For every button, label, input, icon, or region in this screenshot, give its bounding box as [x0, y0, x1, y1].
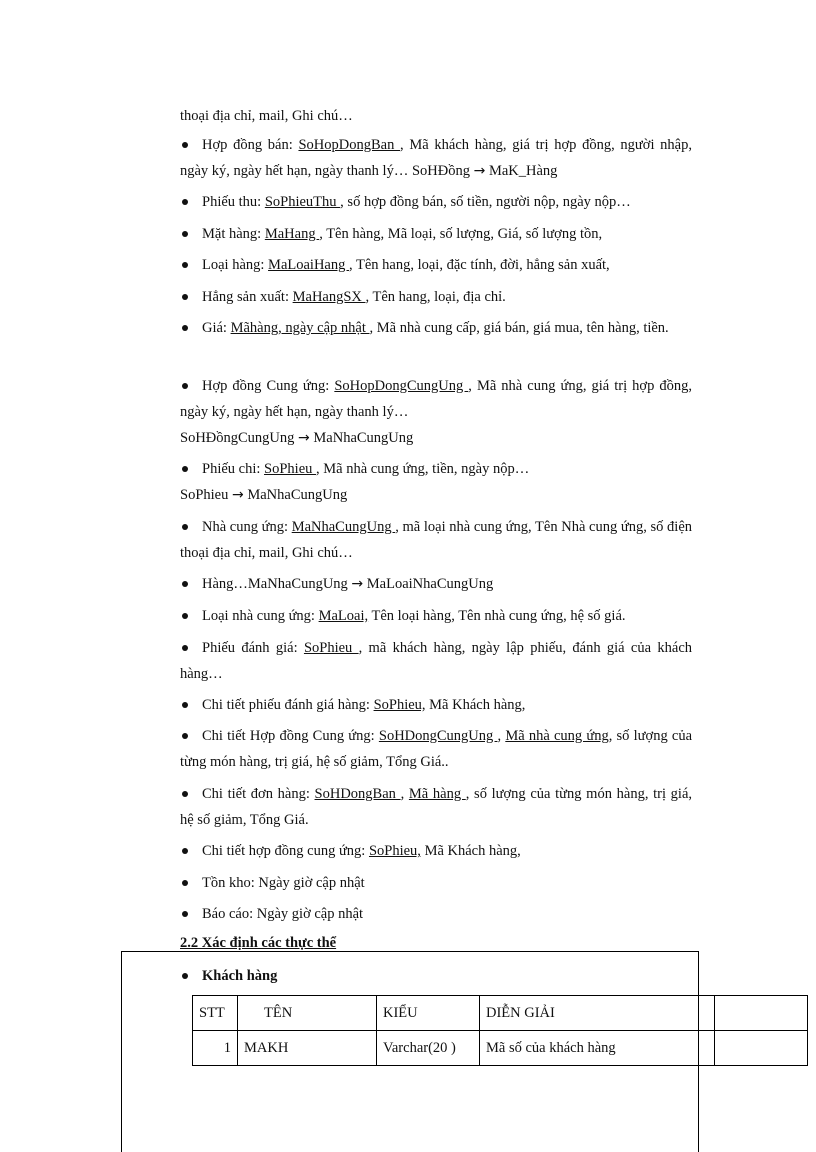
- arrow-right-icon: →: [473, 163, 486, 179]
- table-header-cell: KIỂU: [377, 996, 480, 1031]
- table-extra-cell: [715, 1031, 808, 1066]
- item-chi-tiet-phieu-danh-gia: Chi tiết phiếu đánh giá hàng: SoPhieu, Mã Khách hàng,: [180, 692, 692, 718]
- item-chi-tiet-hop-dong-cung-ung: Chi tiết Hợp đồng Cung ứng: SoHDongCungUng , Mã nhà cung ứng, số lượng của từng món hàng, trị giá, hệ số giảm, Tổng Giá..: [180, 728, 693, 770]
- item-mat-hang: Mặt hàng: MaHang , Tên hàng, Mã loại, số lượng, Giá, số lượng tồn,: [180, 221, 692, 247]
- item-hop-dong-cung-ung: Hợp đồng Cung ứng: SoHopDongCungUng , Mã nhà cung ứng, giá trị hợp đồng, ngày ký, ngày hết hạn, ngày thanh lý…: [180, 378, 693, 420]
- bullet-icon: [182, 911, 188, 917]
- bullet-icon: [182, 262, 188, 268]
- bullet-icon: [182, 294, 188, 300]
- bullet-icon: [182, 791, 188, 797]
- arrow-right-icon: →: [231, 487, 244, 503]
- item-nha-cung-ung: Nhà cung ứng: MaNhaCungUng , mã loại nhà cung ứng, Tên Nhà cung ứng, số điện thoại địa chỉ, mail, Ghi chú…: [180, 519, 692, 561]
- table-cell: MAKH: [238, 1031, 377, 1066]
- line-contact-tail: thoại địa chỉ, mail, Ghi chú…: [180, 108, 353, 124]
- bullet-icon: [182, 733, 188, 739]
- bullet-icon: [182, 231, 188, 237]
- bullet-icon: [182, 383, 188, 389]
- item-loai-nha-cung-ung: Loại nhà cung ứng: MaLoai, Tên loại hàng, Tên nhà cung ứng, hệ số giá.: [180, 603, 692, 629]
- bullet-icon: [182, 645, 188, 651]
- item-loai-hang: Loại hàng: MaLoaiHang , Tên hang, loại, đặc tính, đời, hẳng sản xuất,: [180, 252, 692, 278]
- table-row: [193, 1031, 808, 1066]
- bullet-icon: [182, 325, 188, 331]
- bullet-icon: [182, 613, 188, 619]
- table-cell: Mã số của khách hàng: [480, 1031, 715, 1066]
- bullet-icon: [182, 848, 188, 854]
- bullet-icon: [182, 466, 188, 472]
- table-header-cell: STT: [193, 996, 238, 1031]
- bullet-icon: [182, 199, 188, 205]
- item-hang-san-xuat: Hẳng sản xuất: MaHangSX , Tên hang, loại, địa chỉ.: [180, 284, 692, 310]
- item-bao-cao: Báo cáo: Ngày giờ cập nhật: [180, 901, 692, 927]
- bullet-icon: [182, 581, 188, 587]
- item-phieu-chi: Phiếu chi: SoPhieu , Mã nhà cung ứng, tiền, ngày nộp…: [180, 456, 692, 482]
- line-hop-dong-cung-ung-key: SoHĐồngCungUng → MaNhaCungUng: [180, 430, 414, 446]
- item-chi-tiet-hop-dong-cung-ung-2: Chi tiết hợp đồng cung ứng: SoPhieu, Mã Khách hàng,: [180, 838, 692, 864]
- item-gia: Giá: Mãhàng, ngày cập nhật , Mã nhà cung cấp, giá bán, giá mua, tên hàng, tiền.: [180, 315, 692, 341]
- item-ton-kho: Tồn kho: Ngày giờ cập nhật: [180, 870, 692, 896]
- table-cell: 1: [193, 1031, 238, 1066]
- arrow-right-icon: →: [351, 576, 364, 592]
- table-extra-cell: [715, 996, 808, 1031]
- bullet-icon: [182, 702, 188, 708]
- bullet-icon: [182, 142, 188, 148]
- table-header-cell: DIỄN GIẢI: [480, 996, 715, 1031]
- item-hop-dong-ban: Hợp đồng bán: SoHopDongBan , Mã khách hàng, giá trị hợp đồng, người nhập, ngày ký, ngày hết hạn, ngày thanh lý… SoHĐồng → MaK_Hàng: [180, 137, 692, 179]
- bullet-icon: [182, 973, 188, 979]
- bullet-icon: [182, 524, 188, 530]
- table-cell: Varchar(20 ): [377, 1031, 480, 1066]
- item-phieu-thu: Phiếu thu: SoPhieuThu , số hợp đồng bán, số tiền, người nộp, ngày nộp…: [180, 189, 692, 215]
- arrow-right-icon: →: [298, 430, 310, 446]
- entity-subheading: Khách hàng: [180, 965, 277, 987]
- entity-table: [192, 995, 808, 1066]
- table-header-cell: TÊN: [238, 996, 377, 1031]
- item-hang-nha-cung-ung: Hàng…MaNhaCungUng → MaLoaiNhaCungUng: [180, 571, 692, 597]
- section-heading: 2.2 Xác định các thực thể: [180, 935, 337, 951]
- line-phieu-chi-key: SoPhieu → MaNhaCungUng: [180, 487, 348, 503]
- table-header-row: [193, 996, 808, 1031]
- bullet-icon: [182, 880, 188, 886]
- item-chi-tiet-don-hang: Chi tiết đơn hàng: SoHDongBan , Mã hàng , số lượng của từng món hàng, trị giá, hệ số giảm, Tổng Giá.: [180, 786, 693, 828]
- item-phieu-danh-gia: Phiếu đánh giá: SoPhieu , mã khách hàng, ngày lập phiếu, đánh giá của khách hàng…: [180, 640, 693, 682]
